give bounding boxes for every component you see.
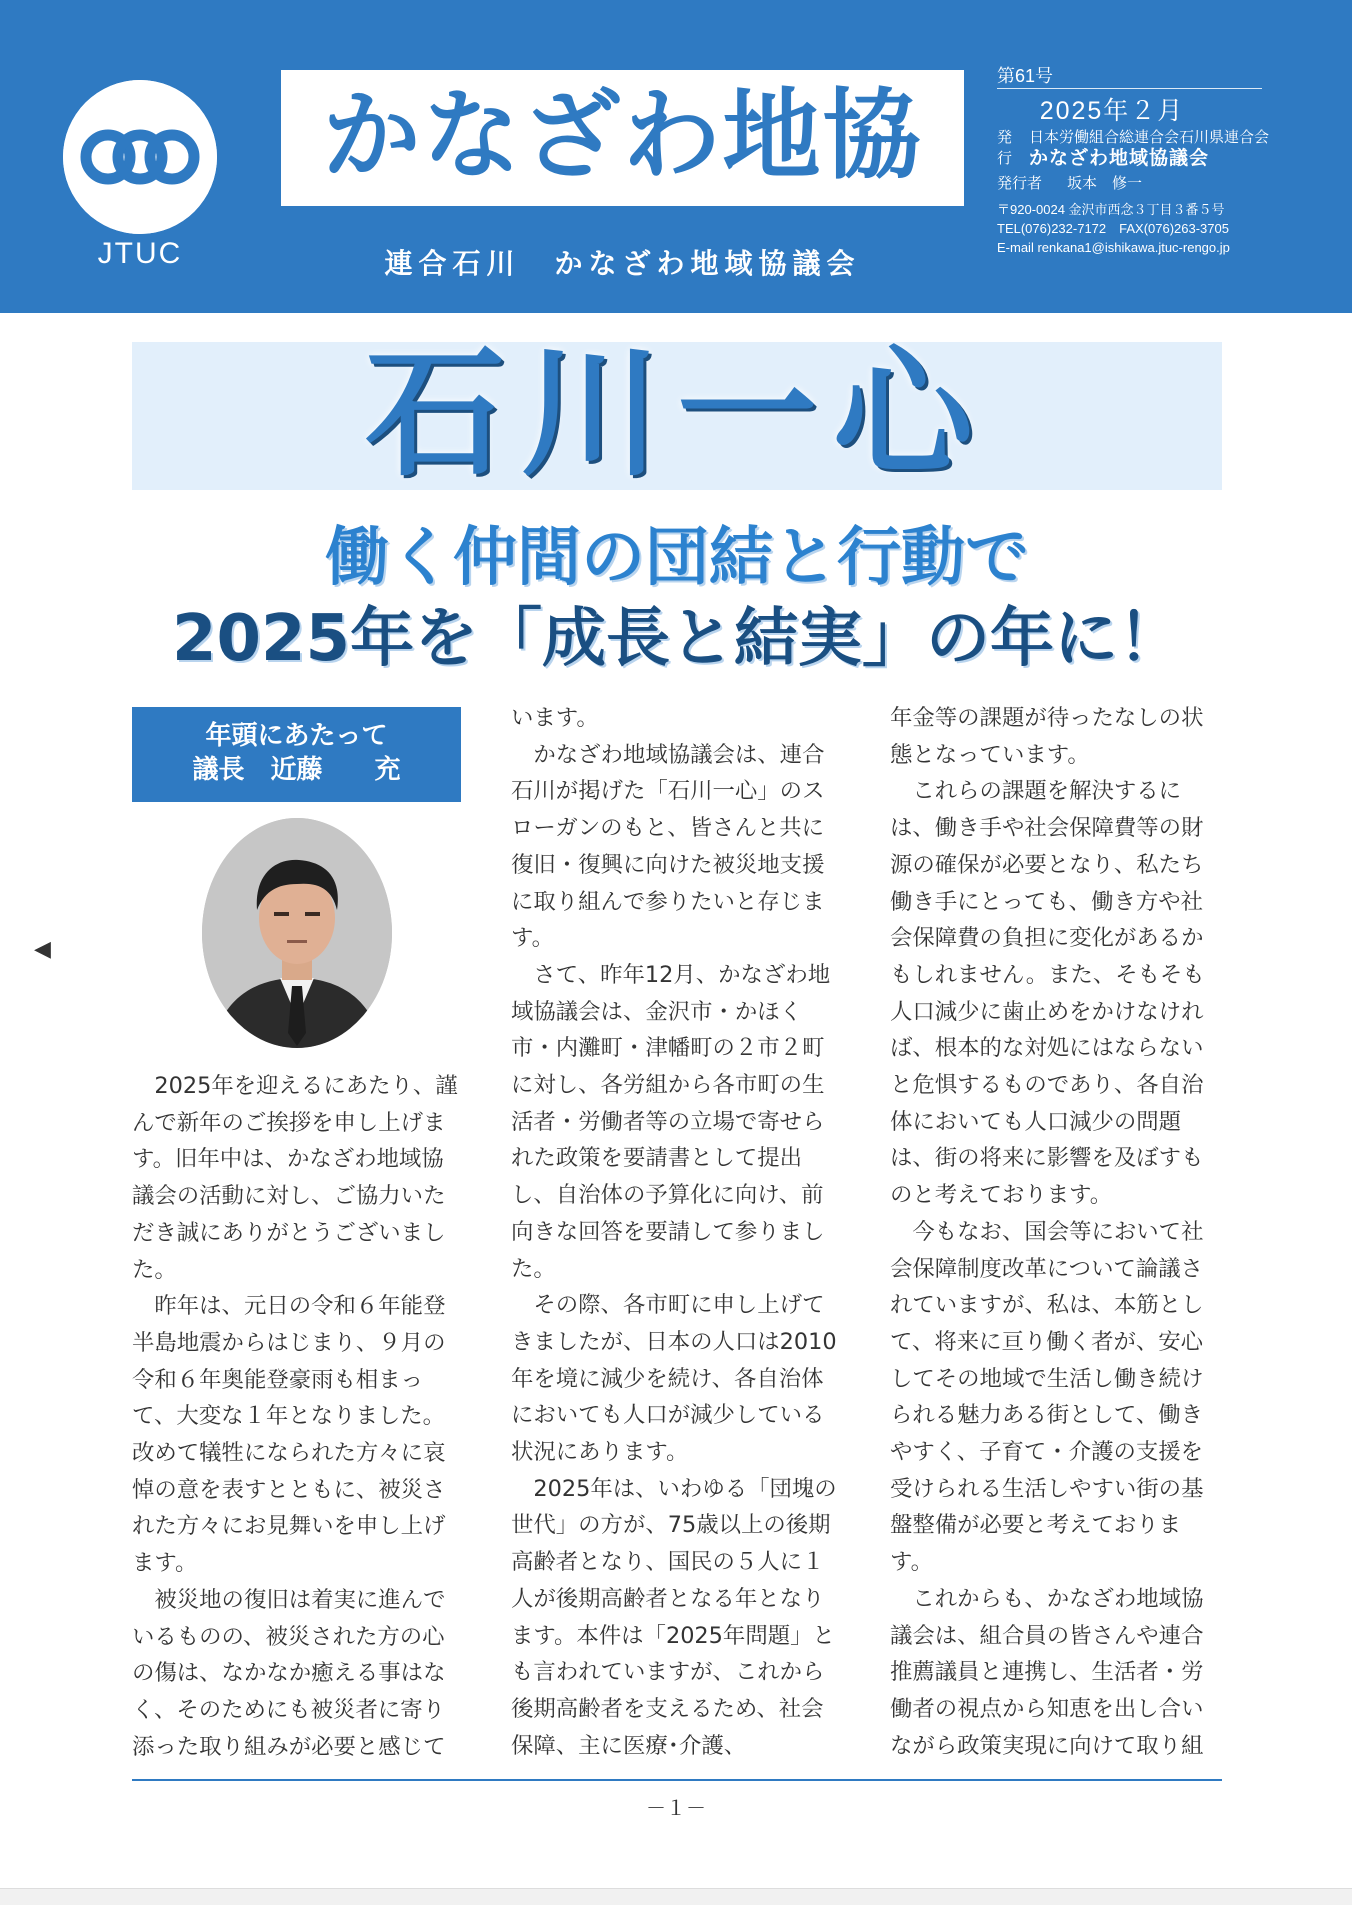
publisher-row	[997, 127, 1270, 148]
newsletter-title: かなざわ地協	[322, 79, 923, 193]
article-column-1	[132, 1068, 462, 1765]
editor-label: 発行者	[997, 175, 1043, 192]
editor-name: 坂本 修一	[1067, 175, 1143, 192]
slogan-line-2: 2025年を「成長と結実」の年に！	[171, 602, 1183, 676]
paragraph: 昨年は、元日の令和６年能登半島地震からはじまり、９月の令和６年奥能登豪雨も相まって、大変な１年となりました。改めて犠牲になられた方々に哀悼の意を表すとともに、被災された方々にお見舞いを申し上げます。	[132, 1293, 446, 1577]
email: E-mail renkana1@ishikawa.jtuc-rengo.jp	[997, 240, 1230, 255]
issuer-row	[997, 148, 1262, 169]
footer-divider	[132, 1779, 1222, 1781]
article-label-title: 年頭にあたって	[205, 721, 388, 751]
publication-info	[997, 66, 1270, 257]
paragraph: います。	[511, 705, 599, 731]
paragraph: これからも、かなざわ地域協議会は、組合員の皆さんや連合推薦議員と連携し、生活者・労働者の視点から知恵を出し合いながら政策実現に向けて取り組	[890, 1585, 1204, 1759]
paragraph: その際、各市町に申し上げてきましたが、日本の人口は2010年を境に減少を続け、各自治体においても人口が減少している状況にあります。	[511, 1292, 837, 1466]
slogan-line-1: 働く仲間の団結と行動で	[325, 521, 1029, 595]
article-label-author: 議長 近藤 充	[192, 755, 401, 785]
issuer-name: かなざわ地域協議会	[1029, 148, 1210, 169]
tel-fax: TEL(076)232-7172 FAX(076)263-3705	[997, 221, 1229, 236]
paragraph: さて、昨年12月、かなざわ地域協議会は、金沢市・かほく市・内灘町・津幡町の２市２町に対し、各労組から各市町の生活者・労働者等の立場で寄せられた政策を要請書として提出し、自治体の予算化に向け、前向きな回答を要請して参りました。	[511, 961, 831, 1282]
article-column-3	[890, 700, 1222, 1764]
paragraph: これらの課題を解決するには、働き手や社会保障費等の財源の確保が必要となり、私たち働き手にとっても、働き方や社会保障費の負担に変化があるかもしれません。また、そもそも人口減少に歯止めをかけなければ、根本的な対処にはならないと危惧するものであり、各自治体においても人口減少の問題は、街の将来に影響を及ぼすものと考えております。	[890, 778, 1205, 1209]
article-column-2	[511, 700, 841, 1764]
address: 〒920-0024 金沢市西念３丁目３番５号	[997, 202, 1225, 217]
logo-text: JTUC	[97, 237, 183, 270]
chairman-photo	[202, 818, 392, 1048]
paragraph: 2025年は、いわゆる「団塊の世代」の方が、75歳以上の後期高齢者となり、国民の５人に１人が後期高齢者となる年となります。本件は「2025年問題」とも言われていますが、これから後期高齢者を支えるため、社会保障、主に医療･介護、	[511, 1475, 837, 1759]
paragraph: 今もなお、国会等において社会保障制度改革について論議されていますが、私は、本筋として、将来に亘り働く者が、安心してその地域で生活し働き続けられる魅力ある街として、働きやすく、子育て・介護の支援を受けられる生活しやすい街の基盤整備が必要と考えております。	[890, 1218, 1204, 1576]
publisher-name: 日本労働組合総連合会石川県連合会	[1029, 129, 1270, 146]
jtuc-rings-icon	[63, 80, 217, 234]
newsletter-subtitle: 連合石川 かなざわ地域協議会	[384, 247, 861, 280]
jtuc-logo	[63, 80, 217, 234]
publisher-label: 発	[997, 129, 1013, 146]
article-label	[132, 707, 461, 802]
headline-banner	[132, 333, 1222, 496]
paragraph: 2025年を迎えるにあたり、謹んで新年のご挨拶を申し上げます。旧年中は、かなざわ地域協議会の活動に対し、ご協力いただき誠にありがとうございました。	[132, 1073, 458, 1283]
portrait-image	[202, 818, 392, 1048]
editor-row	[997, 173, 1262, 194]
viewer-bottom-edge	[0, 1888, 1352, 1905]
page-number: －１－	[646, 1796, 706, 1820]
page-marker-icon: ◀	[34, 937, 51, 962]
issue-date: 2025年２月	[1039, 97, 1185, 125]
paragraph: 被災地の復旧は着実に進んでいるものの、被災された方の心の傷は、なかなか癒える事はなく、そのためにも被災者に寄り添った取り組みが必要と感じて	[132, 1586, 446, 1760]
headline-main: 石川一心	[364, 333, 989, 496]
issue-number: 第61号	[997, 66, 1262, 89]
paragraph: かなざわ地域協議会は、連合石川が掲げた「石川一心」のスローガンのもと、皆さんと共に復旧・復興に向けた被災地支援に取り組んで参りたいと存じます。	[511, 741, 825, 952]
title-box	[281, 70, 964, 206]
masthead	[0, 0, 1352, 313]
paragraph: 年金等の課題が待ったなしの状態となっています。	[890, 705, 1204, 768]
issuer-label: 行	[997, 150, 1013, 167]
